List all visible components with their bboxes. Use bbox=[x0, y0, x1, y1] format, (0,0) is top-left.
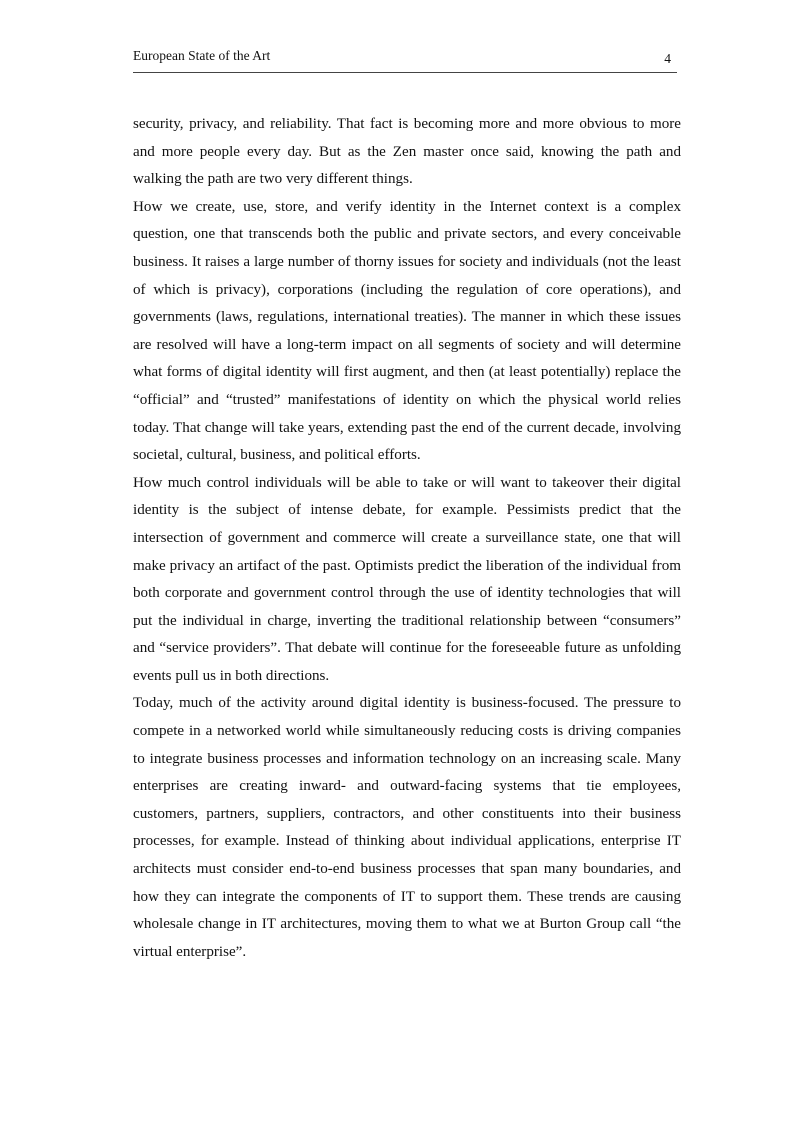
paragraph-business-focus: Today, much of the activity around digital identity is business-focused. The pressure to compete in a networked world while simultaneously reducing costs is driving companies to integrate business processes and information technology on an increasing scale. Many enterprises are creating inward- and outward-facing systems that tie employees, customers, partners, suppliers, contractors, and other constituents into their business processes, for example. Instead of thinking about individual applications, enterprise IT architects must consider end-to-end business processes that span many boundaries, and how they can integrate the components of IT to support them. These trends are causing wholesale change in IT architectures, moving them to what we at Burton Group call “the virtual enterprise”. bbox=[133, 695, 681, 960]
page-number: 4 bbox=[664, 51, 671, 66]
header-title: European State of the Art bbox=[133, 48, 271, 63]
page-header bbox=[133, 46, 677, 73]
paragraph-identity-question: How we create, use, store, and verify identity in the Internet context is a complex question, one that transcends both the public and private sectors, and every conceivable business. It raises a large number of thorny issues for society and individuals (not the least of which is privacy), corporations (including the regulation of core operations), and governments (laws, regulations, international treaties). The manner in which these issues are resolved will have a long-term impact on all segments of society and will determine what forms of digital identity will first augment, and then (at least potentially) replace the “official” and “trusted” manifestations of identity on which the physical world relies today. That change will take years, extending past the end of the current decade, involving societal, cultural, business, and political efforts. bbox=[133, 198, 681, 464]
paragraph-control-debate: How much control individuals will be able to take or will want to takeover their digital identity is the subject of intense debate, for example. Pessimists predict that the intersection of government and commerce will create a surveillance state, one that will make privacy an artifact of the past. Optimists predict the liberation of the individual from both corporate and government control through the use of identity technologies that will put the individual in charge, inverting the traditional relationship between “consumers” and “service providers”. That debate will continue for the foreseeable future as unfolding events pull us in both directions. bbox=[133, 474, 681, 684]
body-text bbox=[133, 111, 681, 966]
paragraph-continuation: security, privacy, and reliability. That fact is becoming more and more obvious to more and more people every day. But as the Zen master once said, knowing the path and walking the path are two very different things. bbox=[133, 116, 681, 188]
